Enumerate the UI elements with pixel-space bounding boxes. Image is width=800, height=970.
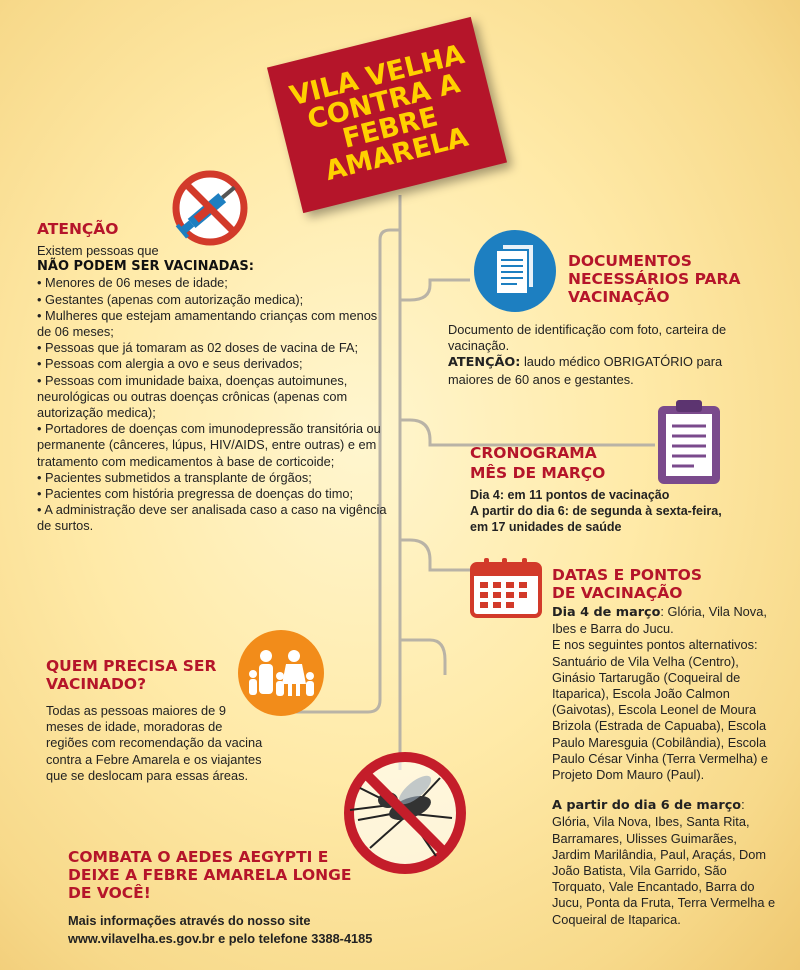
datas-day4-label: Dia 4 de março: [552, 605, 661, 620]
documentos-text: Documento de identificação com foto, carteira de vacinação.: [448, 322, 727, 354]
datas-block: [552, 604, 777, 928]
cronograma-day6-text: : de segunda à sexta-feira,: [564, 504, 722, 519]
atencao-intro: Existem pessoas que: [37, 243, 159, 258]
documentos-block: [448, 322, 758, 388]
footer-line2: www.vilavelha.es.gov.br e pelo telefone 3388-4185: [68, 931, 373, 946]
list-item: • Pacientes com história pregressa de doenças do timo;: [37, 486, 354, 502]
datas-day6-label: A partir do dia 6 de março: [552, 798, 742, 814]
cronograma-day4-text: : em 11 pontos de vacinação: [499, 488, 670, 502]
cronograma-day6-label: A partir do dia 6: [470, 504, 565, 519]
cronograma-block: [470, 487, 770, 536]
clipboard-icon: [654, 398, 724, 488]
datas-day4-text: : Glória, Vila Nova, Ibes e Barra do Jucu.: [552, 604, 767, 637]
banner-title: VILA VELHA CONTRA A FEBRE AMARELA: [286, 39, 472, 187]
footer-line1: Mais informações através do nosso site: [68, 913, 311, 928]
cronograma-title-2: MÊS DE MARÇO: [470, 464, 606, 482]
list-item: • Pessoas com alergia a ovo e seus derivados;: [37, 356, 303, 372]
datas-title-1: DATAS E PONTOS: [552, 566, 702, 584]
datas-title-2: DE VACINAÇÃO: [552, 584, 683, 602]
cronograma-day4-label: Dia 4: [470, 488, 500, 502]
calendar-icon: [470, 556, 542, 618]
documents-icon: [472, 228, 558, 314]
list-item: • A administração deve ser analisada caso a caso na vigência de surtos.: [37, 502, 387, 534]
list-item: • Portadores de doenças com imunodepressão transitória ou permanente (cânceres, lúpus, HIV/AIDS, entre outras) e em tratamento com medicamentos à base de corticoide;: [37, 421, 381, 469]
list-item: • Pessoas com imunidade baixa, doenças autoimunes, neurológicas ou outras doenças crônicas (apenas com autorização medica);: [37, 372, 348, 421]
documentos-attention-label: ATENÇÃO:: [448, 355, 521, 371]
datas-day6-text: : Glória, Vila Nova, Ibes, Santa Rita, Barramares, Ulisses Guimarães, Jardim Marilândia, Paul, Araçás, Dom João Batista, Vila Garrido, São Torquato, Vale Encantado, Barra do Jucu, Ponta da Fruta, Terra Vermelha e Coqueiral de Itaparica.: [552, 797, 776, 927]
cronograma-title-1: CRONOGRAMA: [470, 444, 597, 462]
restriction-list: [37, 275, 387, 534]
syringe-prohibited-icon: [170, 168, 250, 248]
datas-alt-text: E nos seguintes pontos alternativos: Santuário de Vila Velha (Centro), Ginásio Tartarugão (Coqueiral de Itaparica), Escola João Calmon (Gaivotas), Escola Leonel de Moura Brizola (Estrada de Capuaba), Escola Paulo Maresguia (Cobilândia), Escola Paulo César Vinha (Terra Vermelha) e Projeto Dom Mauro (Paul).: [552, 637, 768, 783]
documentos-attention-text: laudo médico OBRIGATÓRIO para maiores de 60 anos e gestantes.: [448, 354, 723, 387]
quem-text: Todas as pessoas maiores de 9 meses de idade, moradoras de regiões com recomendação da vacina contra a Febre Amarela e os viajantes que se deslocam para essas áreas.: [46, 703, 263, 783]
list-item: • Pessoas que já tomaram as 02 doses de vacina de FA;: [37, 340, 359, 356]
cronograma-day6-text2: em 17 unidades de saúde: [470, 520, 622, 535]
footer-title: COMBATA O AEDES AEGYPTI E DEIXE A FEBRE AMARELA LONGE DE VOCÊ!: [68, 848, 352, 902]
atencao-subtitle: NÃO PODEM SER VACINADAS:: [37, 259, 254, 275]
list-item: • Pacientes submetidos a transplante de órgãos;: [37, 469, 312, 485]
list-item: • Gestantes (apenas com autorização medica);: [37, 291, 304, 307]
atencao-title: ATENÇÃO: [37, 220, 119, 238]
footer-info: [68, 912, 372, 948]
documentos-title: DOCUMENTOS NECESSÁRIOS PARA VACINAÇÃO: [568, 252, 741, 306]
list-item: • Menores de 06 meses de idade;: [37, 275, 228, 291]
list-item: • Mulheres que estejam amamentando crianças com menos de 06 meses;: [37, 307, 378, 340]
atencao-block: [37, 243, 387, 535]
quem-title: QUEM PRECISA SER VACINADO?: [46, 657, 217, 693]
